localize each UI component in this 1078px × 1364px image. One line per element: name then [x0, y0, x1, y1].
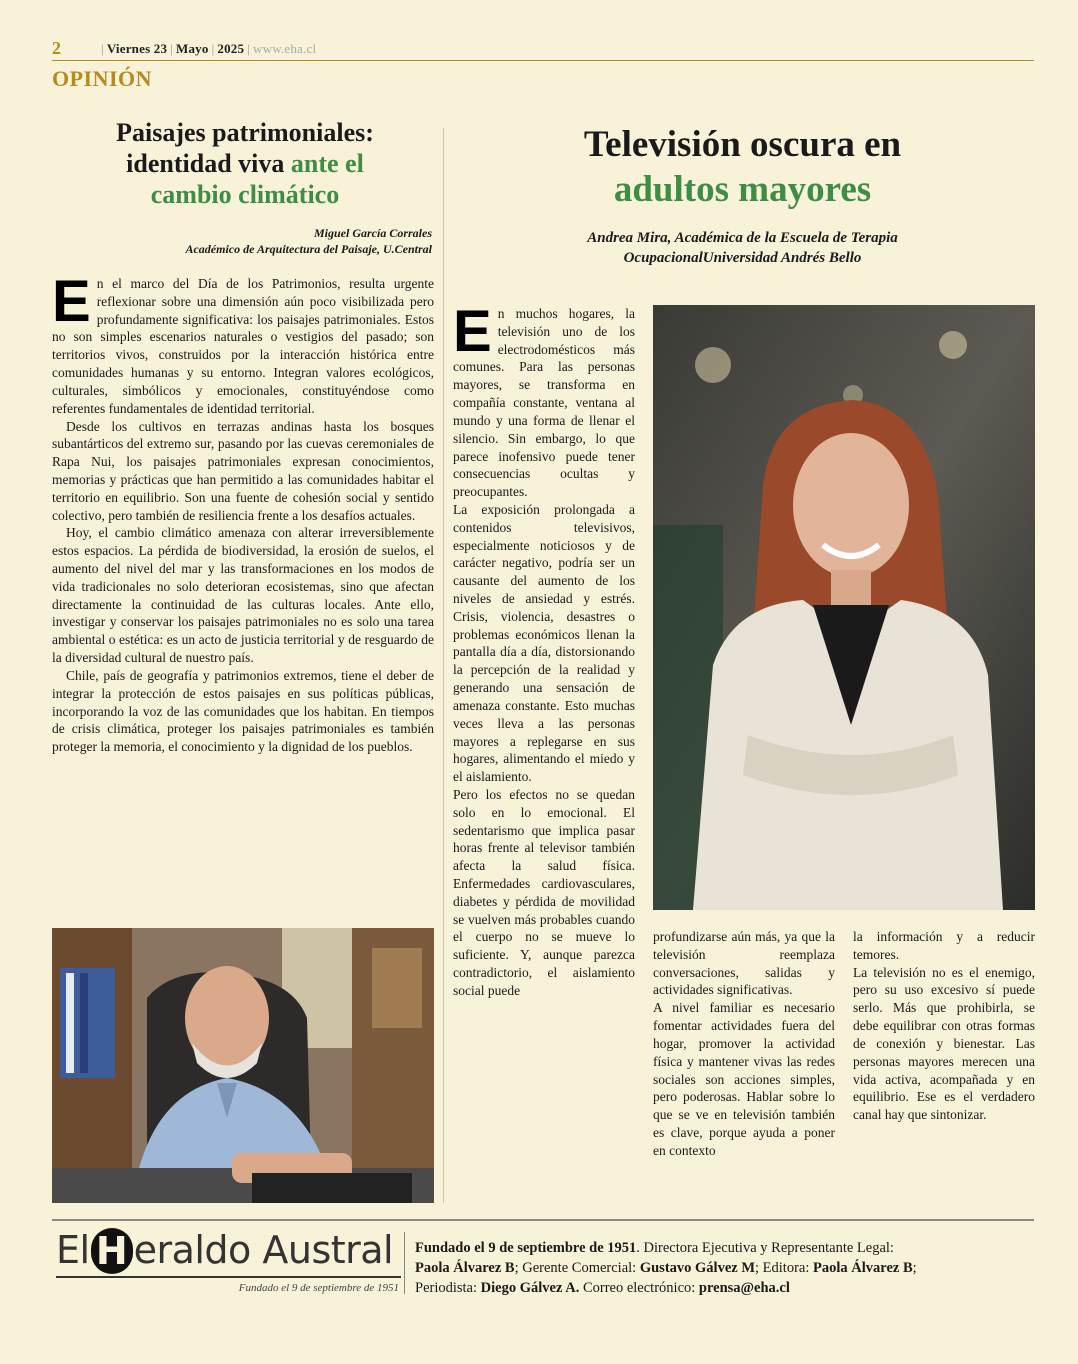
- right-article-title: Televisión oscura en adultos mayores: [583, 124, 902, 211]
- author-name: Miguel García Corrales: [313, 226, 432, 240]
- logo-h-mark: H: [91, 1228, 133, 1274]
- logo-rule: [56, 1276, 401, 1278]
- email-link[interactable]: prensa@eha.cl: [698, 1280, 790, 1296]
- left-article-byline: [56, 225, 432, 257]
- paragraph: Desde los cultivos en terrazas andinas hasta los bosques subantárticos del extremo sur, pasando por las cuevas ceremoniales de Rapa Nui, los paisajes patrimoniales expresan conocimientos, memorias y prácticas que han permitido a las comunidades habitar el territorio en equilibrio. Son una fuente de cohesión social y sentido colectivo, pero también de resiliencia frente a los desafíos actuales.: [52, 418, 434, 523]
- site-url[interactable]: www.eha.cl: [253, 41, 317, 56]
- header-divider: [52, 60, 1034, 61]
- logo-tagline: Fundado el 9 de septiembre de 1951: [238, 1282, 399, 1294]
- footer-vertical-divider: [404, 1232, 405, 1294]
- paragraph: La exposición prolongada a contenidos televisivos, especialmente noticiosos y de carácter negativo, podría ser un causante del aumento de los niveles de ansiedad y estrés. Crisis, violencia, desastres o problemas económicos llenan la pantalla día a día, distorsionando la percepción de la realidad y generando una sensación de amenaza constante. Esto muchas veces lleva a las personas mayores a replegarse en sus hogares, alimentando el miedo y el aislamiento.: [453, 501, 635, 785]
- drop-cap: E: [453, 305, 492, 364]
- right-article-column-2: [653, 928, 835, 1198]
- man-at-desk-photo: [52, 928, 434, 1203]
- right-article-byline: Andrea Mira, Académica de la Escuela de Terapia OcupacionalUniversidad Andrés Bello: [587, 230, 898, 267]
- newspaper-logo[interactable]: El H eraldo Austral Fundado el 9 de septiembre de 1951: [56, 1228, 399, 1294]
- section-title: OPINIÓN: [52, 66, 153, 91]
- paragraph: Hoy, el cambio climático amenaza con alterar irreversiblemente estos espacios. La pérdida de biodiversidad, la erosión de suelos, el aumento del nivel del mar y las transformaciones en los modos de vida tradicionales no solo deterioran ecosistemas, sino que afectan directamente la continuidad de las culturas locales. Ante ello, investigar y conservar los paisajes patrimoniales no es solo una tarea ambiental o estética: es un acto de justicia territorial y de resguardo de la diversidad cultural de nuestro país.: [52, 525, 434, 666]
- paragraph: profundizarse aún más, ya que la televisión reemplaza conversaciones, salidas y actividades significativas.: [653, 929, 835, 998]
- date-year: 2025: [217, 41, 245, 56]
- date-month: Mayo: [176, 41, 209, 56]
- page-number: 2: [52, 38, 61, 58]
- date-weekday: Viernes 23: [106, 41, 168, 56]
- paragraph: Chile, país de geografía y patrimonios extremos, tiene el deber de integrar la protección de estos paisajes en sus políticas públicas, incorporando la voz de las comunidades que los habitan. En tiempos de crisis climática, proteger los paisajes patrimoniales es también proteger la memoria, el conocimiento y la dignidad de los pueblos.: [52, 667, 434, 755]
- paragraph: En el marco del Día de los Patrimonios, resulta urgente reflexionar sobre una dimensión aún poco visibilizada pero profundamente significativa: los paisajes patrimoniales. Estos no son simples escenarios naturales o vestigios del pasado; son territorios vivos, construidos por la interacción histórica entre comunidades humanas y su entorno. Integran valores ecológicos, culturales, simbólicos y emocionales, constituyéndose como referentes fundamentales de identidad territorial.: [52, 269, 434, 416]
- right-article-column-1: [453, 305, 635, 1195]
- paragraph: Pero los efectos no se quedan solo en lo emocional. El sedentarismo que implica pasar horas frente al televisor también afecta la salud física. Enfermedades cardiovasculares, diabetes y pérdida de movilidad se vuelven más probables cuando el cuerpo no se mueve lo suficiente. Y, aunque parezca contradictorio, el aislamiento social puede: [453, 786, 635, 998]
- paragraph: la información y a reducir temores.: [853, 929, 1035, 962]
- footer-credits: Fundado el 9 de septiembre de 1951. Directora Ejecutiva y Representante Legal: Paola Álvarez B; Gerente Comercial: Gustavo Gálvez M; Editora: Paola Álvarez B; Periodista: Diego Gálvez A. Correo electrónico: prensa@eha.cl: [415, 1240, 917, 1296]
- drop-cap: E: [52, 269, 91, 334]
- column-divider: [443, 128, 444, 1203]
- left-article-body: [52, 269, 434, 756]
- issue-date-bar: | Viernes 23 | Mayo | 2025 | www.eha.cl: [101, 41, 317, 56]
- paragraph: La televisión no es el enemigo, pero su uso excesivo sí puede serlo. Más que prohibirla, se debe equilibrar con otras formas de conexión y bienestar. Las personas mayores merecen una vida activa, acompañada y en equilibrio. Ese es el verdadero canal hay que sintonizar.: [853, 964, 1035, 1123]
- left-article-title: Paisajes patrimoniales: identidad viva ante el cambio climático: [116, 118, 374, 210]
- woman-portrait-photo: [653, 305, 1035, 910]
- paragraph: A nivel familiar es necesario fomentar actividades fuera del hogar, promover la actividad física y mantener vivas las redes sociales son acciones simples, pero poderosas. Hablar sobre lo que se ve en televisión también es clave, porque ayuda a poner en contexto: [653, 1000, 835, 1158]
- footer-divider: [52, 1219, 1034, 1221]
- author-role: Académico de Arquitectura del Paisaje, U.Central: [185, 242, 432, 257]
- paragraph: En muchos hogares, la televisión uno de los electrodomésticos más comunes. Para las personas mayores, se transforma en compañía constante, ventana al mundo y una forma de llenar el silencio. Sin embargo, lo que parece inofensivo puede tener consecuencias ocultas y preocupantes.: [453, 305, 635, 500]
- right-article-column-3: [853, 928, 1035, 1198]
